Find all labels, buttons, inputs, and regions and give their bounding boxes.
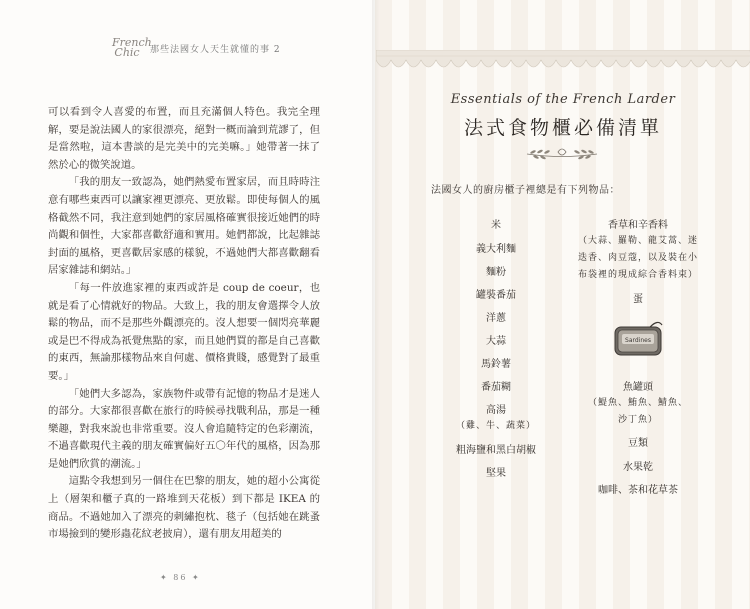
- list-intro: 法國女人的廚房櫃子裡總是有下列物品：: [431, 185, 620, 196]
- paragraph: 可以看到令人喜愛的布置，而且充滿個人特色。我完全理解，要是說法國人的家很漂亮，絕對一概而論到荒謬了，但是當然啦，這本書談的是完美中的完美嘛。」她帶著一抹了然於心的微笑說道。: [48, 106, 320, 171]
- list-item: 大蒜: [486, 336, 506, 347]
- tin-label: Sardines: [625, 337, 651, 344]
- running-header: [112, 38, 281, 58]
- body-text: [48, 104, 320, 544]
- list-item: 粗海鹽和黑白胡椒: [456, 445, 536, 456]
- list-item: 高湯: [486, 405, 506, 416]
- list-item-note: （大蒜、羅勒、龍艾蒿、迷: [577, 236, 699, 246]
- list-item: 蛋: [633, 294, 643, 305]
- scallop-border-icon: [376, 50, 750, 76]
- list-item-note: （雞、牛、蔬菜）: [455, 421, 537, 431]
- list-item: 麵粉: [486, 267, 506, 278]
- folio-ornament-right-icon: ✦: [191, 573, 201, 582]
- logo-line-1: French: [112, 36, 152, 49]
- laurel-ornament-icon: [523, 146, 601, 162]
- list-item: 水果乾: [623, 462, 653, 473]
- list-item: 米: [491, 220, 501, 231]
- page-title: 法式食物櫃必備清單: [463, 117, 662, 139]
- list-item: 義大利麵: [476, 244, 516, 255]
- list-item-note: 沙丁魚）: [617, 415, 659, 425]
- folio-ornament-left-icon: ✦: [160, 573, 169, 582]
- list-item: 香草和辛香料: [608, 220, 668, 231]
- list-item: 罐裝番茄: [476, 290, 516, 301]
- paragraph: 「我的朋友一致認為，她們熱愛布置家居，而且時時注意有哪些東西可以讓家裡更漂亮、更放鬆。即使每個人的風格截然不同，我注意到她們的家居風格確實很接近她們的時尚觀和個性，大家都喜歡舒適和實用。她們都說，比起雜誌封面的風格，更喜歡居家感的樣貌，不過她們大都喜歡翻看居家雜誌和網站。」: [48, 176, 320, 277]
- running-title: 那些法國女人天生就懂的事 2: [150, 44, 281, 55]
- page-number-value: 86: [173, 573, 188, 582]
- page-number: [160, 573, 201, 582]
- list-item: 咖啡、茶和花草茶: [598, 485, 678, 496]
- paragraph: 「每一件放進家裡的東西或許是 coup de coeur，也就是看了心情就好的物品。大致上，我的朋友會選擇令人放鬆的物品，而不是那些外觀漂亮的。沒人想要一個閃亮華麗或是巴不得成為祇覺焦點的家，而且她們買的都是自己喜歡的東西，無論那樣物品來自何處、價格貴賤，感覺對了最重要。」: [48, 281, 320, 382]
- paragraph: 這點令我想到另一個住在巴黎的朋友，她的超小公寓從上（層架和櫃子真的一路堆到天花板）到下都是 IKEA 的商品。不過她加入了漂亮的刺繡抱枕、毯子（包括她在跳蚤市場撿到的變形蟲花紋老披肩），還有朋友用超美的: [48, 475, 320, 541]
- paragraph: 「她們大多認為，家族物件或帶有記憶的物品才是迷人的部分。大家都很喜歡在旅行的時候尋找戰利品，那是一種樂趣，對我來說也非常重要。沒人會追隨特定的色彩潮流，不過喜歡現代主義的朋友確實偏好五〇年代的風格，因為那是她們欣賞的潮流。」: [48, 387, 320, 470]
- script-title: Essentials of the French Larder: [450, 92, 676, 107]
- list-item: 堅果: [486, 468, 506, 479]
- list-item-note: （鯷魚、鮪魚、鯖魚、: [587, 398, 689, 408]
- sardine-tin-icon: [612, 319, 664, 359]
- french-chic-logo: [112, 36, 152, 59]
- list-item: 番茄糊: [481, 382, 511, 393]
- list-item: 馬鈴薯: [481, 359, 511, 370]
- list-item: 豆類: [628, 438, 648, 449]
- list-item-note: 迭香、肉豆蔻，以及裝在小: [577, 253, 699, 263]
- logo-line-2: Chic: [114, 46, 140, 59]
- list-item: 洋蔥: [486, 313, 506, 324]
- list-item: 魚罐頭: [623, 382, 653, 393]
- list-item-note: 布袋裡的現成綜合香料束）: [577, 270, 699, 280]
